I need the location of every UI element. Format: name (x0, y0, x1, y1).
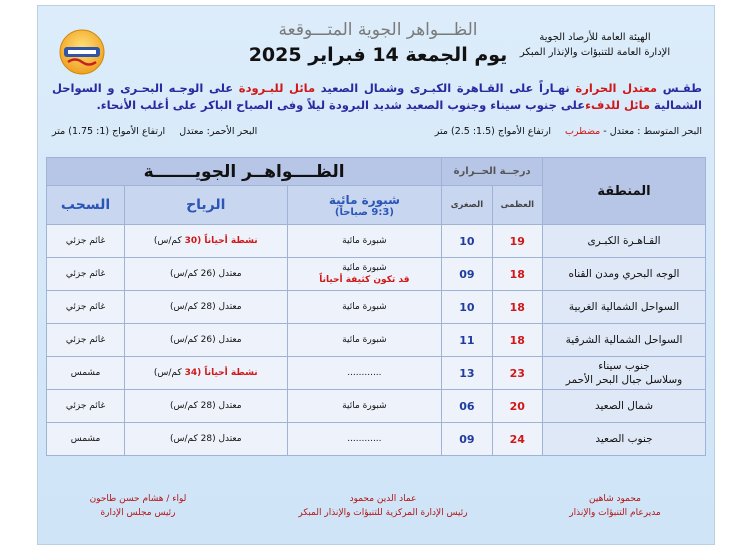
red-sea-status (52, 126, 257, 137)
summary-text: على جنوب سيناء وجنوب الصعيد شديد البرودة ليلاً وفى الصباح الباكر على أغلب الأنحاء. (96, 98, 586, 112)
fog-value: شبورة مائية (342, 236, 387, 246)
signer-title: مديرعام التنبؤات والإنذار (569, 508, 661, 518)
wind-cell (125, 291, 287, 324)
max-temp: 23 (492, 357, 542, 390)
region-cell (543, 423, 706, 456)
table-row (47, 225, 706, 258)
max-temp: 18 (492, 324, 542, 357)
clouds-cell: مشمس (47, 357, 125, 390)
clouds-cell: غائم جزئي (47, 291, 125, 324)
red-sea-label: البحر الأحمر: معتدل (179, 126, 258, 137)
header-wind: الرياح (125, 186, 287, 225)
forecast-table (46, 157, 706, 456)
fog-value: شبورة مائية (342, 401, 387, 411)
max-temp: 18 (492, 258, 542, 291)
clouds-cell: غائم جزئي (47, 225, 125, 258)
wind-cell (125, 324, 287, 357)
wind-unit: كم/س) (153, 368, 185, 378)
header-fog: شبورة مائية (9:3 صباحاً) (287, 186, 442, 225)
signer-title: رئيس الإدارة المركزية للتنبؤات والإنذار المبكر (298, 508, 468, 518)
header-clouds: السحب (47, 186, 125, 225)
wind-value: معتدل (28 كم/س) (169, 302, 242, 312)
signer-title: رئيس مجلس الإدارة (100, 508, 176, 518)
weather-summary (52, 80, 702, 114)
header-temperature: درجــة الحــرارة (442, 158, 543, 186)
table-row (47, 357, 706, 390)
wind-cell (125, 225, 287, 258)
wind-value: معتدل (28 كم/س) (169, 401, 242, 411)
fog-cell (287, 390, 442, 423)
med-sea-label: البحر المتوسط : معتدل - (600, 126, 702, 137)
signer-name: محمود شاهين (589, 494, 641, 504)
clouds-cell: مشمس (47, 423, 125, 456)
clouds-cell: غائم جزئي (47, 324, 125, 357)
wind-value: معتدل (28 كم/س) (169, 434, 242, 444)
min-temp: 11 (442, 324, 492, 357)
region-name: القـاهـرة الكبـرى (587, 235, 661, 247)
region-cell (543, 291, 706, 324)
summary-text: طقـس (657, 81, 702, 95)
org-line-2: الإدارة العامة للتنبؤات والإنذار المبكر (519, 47, 671, 58)
table-row (47, 390, 706, 423)
header-phenomena: الظــــواهــر الجويـــــــة (47, 158, 442, 186)
signature-left (58, 492, 218, 520)
region-name: جنوب الصعيد (595, 433, 653, 445)
min-temp: 06 (442, 390, 492, 423)
max-temp: 18 (492, 291, 542, 324)
table-row (47, 291, 706, 324)
max-temp: 20 (492, 390, 542, 423)
signer-name: عماد الدين محمود (349, 494, 417, 504)
header-region: المنطقة (543, 158, 706, 225)
wind-active: نشطة أحياناً (34 (184, 368, 258, 378)
fog-cell (287, 423, 442, 456)
wind-value: معتدل (26 كم/س) (169, 269, 242, 279)
min-temp: 09 (442, 423, 492, 456)
wind-unit: كم/س) (153, 236, 185, 246)
forecast-sheet (37, 5, 715, 545)
fog-value: ............ (347, 368, 382, 378)
region-cell (543, 324, 706, 357)
page-title: الظـــواهر الجوية المتـــوقعة (278, 20, 478, 40)
summary-text: نهـاراً على القـاهرة الكبـرى وشمال الصعيد (315, 81, 576, 95)
max-temp: 19 (492, 225, 542, 258)
region-cell (543, 258, 706, 291)
min-temp: 09 (442, 258, 492, 291)
region-name: شمال الصعيد (595, 400, 654, 412)
min-temp: 10 (442, 225, 492, 258)
fog-cell (287, 291, 442, 324)
region-cell (543, 390, 706, 423)
signer-name: لواء / هشام حسن طاحون (89, 494, 187, 504)
wind-value: معتدل (26 كم/س) (169, 335, 242, 345)
wind-active: نشطة أحياناً (30 (184, 236, 258, 246)
ema-logo-icon (58, 28, 106, 76)
clouds-cell: غائم جزئي (47, 258, 125, 291)
fog-cell (287, 258, 442, 291)
fog-value: شبورة مائية (342, 263, 387, 273)
table-row (47, 258, 706, 291)
fog-cell (287, 324, 442, 357)
med-sea-state: مضطرب (564, 126, 601, 137)
wind-cell (125, 390, 287, 423)
min-temp: 10 (442, 291, 492, 324)
wind-cell (125, 357, 287, 390)
fog-cell (287, 357, 442, 390)
med-sea-status (435, 126, 702, 137)
signature-center (258, 492, 508, 520)
summary-text: على الوجـه البحـرى و السواحل الشمالية (52, 81, 702, 112)
region-name-2: وسلاسل جبال البحر الأحمر (565, 374, 683, 386)
header-min: الصغرى (442, 186, 492, 225)
fog-value: شبورة مائية (342, 302, 387, 312)
clouds-cell: غائم جزئي (47, 390, 125, 423)
region-name: جنوب سيناء (598, 360, 650, 372)
region-name: الوجه البحري ومدن القناه (568, 268, 680, 280)
red-sea-waves: ارتفاع الأمواج (1: 1.75) متر (52, 126, 166, 137)
med-sea-waves: ارتفاع الأمواج (1.5: 2.5) متر (434, 126, 551, 137)
header-max: العظمى (492, 186, 542, 225)
region-name: السواحل الشمالية الشرقية (565, 334, 683, 346)
summary-highlight: مائل للبـرودة (238, 81, 316, 95)
max-temp: 24 (492, 423, 542, 456)
signature-right (530, 492, 700, 520)
wind-cell (125, 258, 287, 291)
summary-highlight: معتدل الحرارة (575, 81, 658, 95)
wind-cell (125, 423, 287, 456)
region-cell (543, 357, 706, 390)
region-name: السواحل الشمالية الغربية (568, 301, 680, 313)
summary-highlight: مائل للدفء (585, 98, 651, 112)
fog-cell (287, 225, 442, 258)
forecast-date: يوم الجمعة 14 فبراير 2025 (248, 44, 508, 66)
table-row (47, 324, 706, 357)
table-row (47, 423, 706, 456)
fog-note: قد تكون كثيفة أحياناً (319, 275, 410, 285)
sea-status (52, 126, 702, 137)
fog-value: ............ (347, 434, 382, 444)
min-temp: 13 (442, 357, 492, 390)
fog-value: شبورة مائية (342, 335, 387, 345)
org-line-1: الهيئة العامة للأرصاد الجوية (539, 32, 651, 43)
region-cell (543, 225, 706, 258)
